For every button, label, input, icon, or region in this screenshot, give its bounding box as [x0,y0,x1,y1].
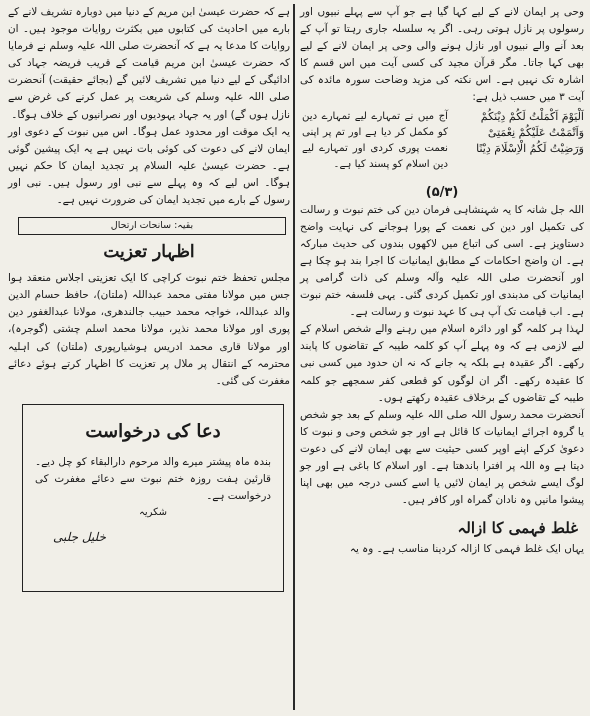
right-paragraph-5: یہاں ایک غلط فہمی کا ازالہ کردینا مناسب ہے۔ وہ یہ [349,543,584,556]
verse-reference: (۵/۳) [425,184,459,200]
quran-verse-translation: آج میں نے تمہارے لیے تمہارے دین کو مکمل کر دیا ہے اور تم پر اپنی نعمت پوری کردی اور تمہارے لیے دین اسلام کو پسند کیا ہے۔ [302,110,448,170]
misconception-heading: غلط فہمی کا ازالہ [457,519,578,538]
left-paragraph-2: یہ ایک موقت اور محدود عمل ہوگا۔ اس میں نبوت کے دعوی اور ایمان لانے کی دعوت کی کوئی بات نہیں ہے یہ ایک پیشین گوئی ہے۔ حضرت عیسیٰ علیہ السلام پر تجدید ایمان کا حکم نہیں ہوگا۔ اس لیے کہ وہ پہلے سے نبی اور رسول ہیں۔ نبی اور رسول کے بارے میں تجدید ایمان کی ضرورت نہیں ہے۔ [8,125,290,207]
prayer-thanks: شکریہ [138,506,168,518]
prayer-signature: خلیل جلبی [53,529,106,544]
column-divider [293,4,295,710]
right-paragraph-1: وحی پر ایمان لانے کے لیے کہا گیا ہے جو آپ سے پہلے نبیوں اور رسولوں پر نازل ہوتی رہی۔ اگر یہ سلسلہ جاری رہتا تو آپ کے بعد آنے والے نبیوں اور نازل ہونے والی وحی پر ایمان لانے کے لیے بھی کہا جاتا۔ مگر قرآن مجید کی کسی آیت میں اس قسم کا اشارہ تک نہیں ہے۔ اس نکتہ کی مزید وضاحت سورہ مائدہ کی آیت ۳ میں حسب ذیل ہے: [300,6,584,104]
right-paragraph-4: آنحضرت محمد رسول اللہ صلی اللہ علیہ وسلم کے بعد جو شخص یا گروہ اجرائے ایمانیات کا قائل ہے اور جو شخص وحی و نبوت کا دعویٰ کرکے اپنے اوپر کسی حیثیت سے بھی ایمان لانے کی دعوت دیتا ہے وہ اللہ پر افترا باندھتا ہے۔ اور اسلام کا باغی ہے اور جو لوگ ایسے شخص پر ایمان لائیں یا اسے کسی درجہ میں بھی اپنا پیشوا مانیں وہ نادان گمراہ اور کافر ہیں۔ [300,408,584,507]
prayer-request-text: بندہ ماہ پیشتر میرے والد مرحوم دارالبقاء کو چل دیے۔ قارئین ہفت روزہ ختم نبوت سے دعائے مغفرت کی درخواست ہے۔ [35,455,271,502]
quran-verse-arabic: اَلْیَوْمَ اَکْمَلْتُ لَکُمْ دِیْنَکُمْ وَاَتْمَمْتُ عَلَیْکُمْ نِعْمَتِیْ وَرَضِیْتُ لَکُمُ الْاِسْلَامَ دِیْنًا [476,109,584,155]
prayer-request-box [22,404,284,592]
right-column [300,4,584,558]
left-column [8,4,290,592]
left-paragraph-1: ہے کہ حضرت عیسیٰ ابن مریم کے دنیا میں دوبارہ تشریف لانے کے بارے میں احادیث کی کتابوں میں بکثرت روایات موجود ہیں۔ ان روایات کا مدعا یہ ہے کہ آنحضرت صلی اللہ علیہ وسلم نے فرمایا کہ حضرت عیسیٰ ابن مریم قیامت کے قریب فریضہ جہاد کی ادائیگی کے لیے دنیا میں تشریف لائیں گے (بجائے حقیقت) آنحضرت صلی اللہ علیہ وسلم کی شریعت پر عمل کرنے کی غرض سے نازل ہوں گے) اور یہ جہاد یہودیوں اور نصرانیوں کے خلاف ہوگا۔ [8,6,290,121]
right-paragraph-2: اللہ جل شانہ کا یہ شہنشاہی فرمان دین کی ختم نبوت و رسالت کی تکمیل اور دین کی نعمت کے پورا ہوجانے کی نہایت واضح دستاویز ہے۔ اسی کی اتباع میں لاکھوں بندوں کی حدیث مبارکہ ہے۔ ان واضح احکامات کے مطابق ایمانیات کا اجرا بند ہو چکا ہے اور آنحضرت صلی اللہ علیہ وآلہ وسلم کی ذات گرامی پر ایمانیات کی مدبندی اور تکمیل کردی گئی۔ یہی فلسفہ ختم نبوت ہے۔ اب قیامت تک آپ ہی کا عہد نبوت و رسالت ہے۔ [300,203,584,319]
condolence-heading: اظہار تعزیت [103,242,195,263]
right-paragraph-3: لہذا ہر کلمہ گو اور دائرہ اسلام میں رہنے والے شخص اسلام کے لیے لازمی ہے کہ وہ پہلے آپ کو کلمہ طیبہ کے تقاضوں کا پابند رکھے۔ اگر عقیدہ ہے بلکہ یہ جانے کہ نہ ان حدود میں کسی نبی کا عقیدہ رکھے۔ اگر ان لوگوں کو قطعی کفر سمجھے جو کلمہ طیبہ کے تقاضوں کے برخلاف عقیدہ رکھتے ہوں۔ [300,323,584,404]
continued-label-box: بقیہ: سانحات ارتحال [18,217,286,235]
quran-verse-block [300,109,584,183]
left-paragraph-3: مجلس تحفظ ختم نبوت کراچی کا ایک تعزیتی اجلاس منعقد ہوا جس میں مولانا مفتی محمد عبداللہ (ملتان)، حافظ حسام الدین والد عبداللہ، خواجہ محمد حبیب جالندھری، مولانا عبدالغفور دین پوری اور مولانا محمد نذیر، مولانا محمد اسلم چشتی (گوجرہ)، اور مولانا قاری محمد ادریس ہوشیارپوری (ملتان) کی اہلیہ محترمہ کے انتقال پر ملال پر تعزیت کا اظہار کرتے ہوئے دعائے مغفرت کی گئی۔ [8,272,290,387]
prayer-request-title: دعا کی درخواست [85,420,221,442]
